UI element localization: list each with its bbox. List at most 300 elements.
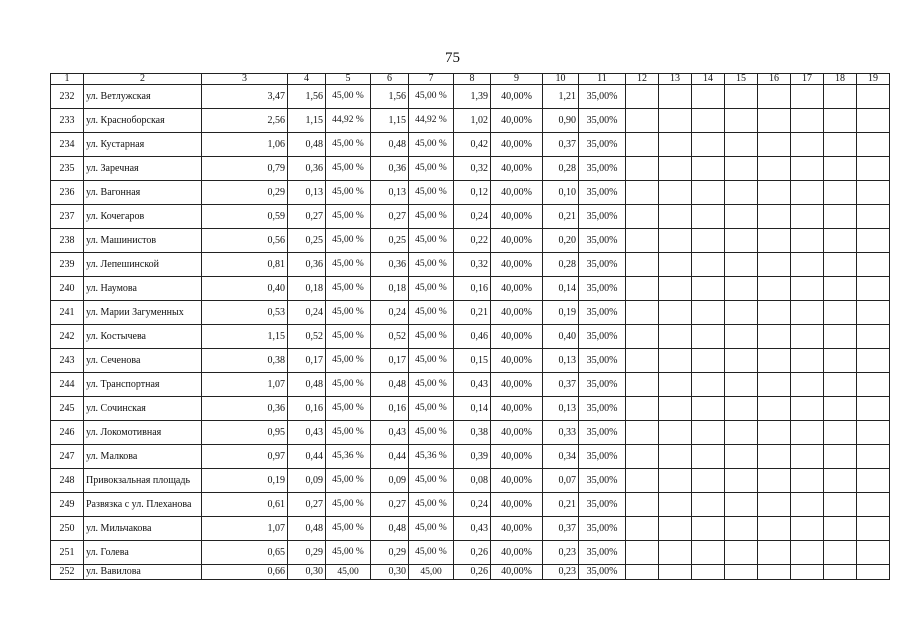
table-cell: 0,27 bbox=[371, 493, 409, 517]
empty-cell bbox=[791, 349, 824, 373]
row-number: 236 bbox=[51, 181, 84, 205]
empty-cell bbox=[824, 325, 857, 349]
empty-cell bbox=[692, 301, 725, 325]
empty-cell bbox=[692, 493, 725, 517]
empty-cell bbox=[725, 157, 758, 181]
table-cell: 45,00 % bbox=[409, 373, 454, 397]
empty-cell bbox=[791, 421, 824, 445]
column-header: 5 bbox=[326, 74, 371, 85]
empty-cell bbox=[857, 469, 890, 493]
table-cell: 44,92 % bbox=[409, 109, 454, 133]
empty-cell bbox=[758, 565, 791, 580]
table-cell: 0,97 bbox=[202, 445, 288, 469]
empty-cell bbox=[791, 445, 824, 469]
empty-cell bbox=[725, 421, 758, 445]
empty-cell bbox=[659, 301, 692, 325]
empty-cell bbox=[791, 397, 824, 421]
table-cell: 0,17 bbox=[288, 349, 326, 373]
empty-cell bbox=[659, 133, 692, 157]
empty-cell bbox=[692, 445, 725, 469]
table-cell: 45,00 % bbox=[326, 205, 371, 229]
empty-cell bbox=[659, 157, 692, 181]
table-cell: 0,66 bbox=[202, 565, 288, 580]
table-row bbox=[51, 277, 890, 301]
row-number: 243 bbox=[51, 349, 84, 373]
empty-cell bbox=[791, 205, 824, 229]
empty-cell bbox=[824, 301, 857, 325]
empty-cell bbox=[692, 469, 725, 493]
table-cell: 0,43 bbox=[454, 373, 491, 397]
table-cell: 0,61 bbox=[202, 493, 288, 517]
table-cell: 0,13 bbox=[543, 397, 579, 421]
table-cell: 0,27 bbox=[288, 493, 326, 517]
table-cell: 40,00% bbox=[491, 493, 543, 517]
empty-cell bbox=[758, 85, 791, 109]
row-number: 248 bbox=[51, 469, 84, 493]
empty-cell bbox=[692, 421, 725, 445]
street-name: ул. Машинистов bbox=[84, 229, 202, 253]
empty-cell bbox=[626, 565, 659, 580]
table-cell: 0,53 bbox=[202, 301, 288, 325]
empty-cell bbox=[758, 517, 791, 541]
empty-cell bbox=[857, 325, 890, 349]
empty-cell bbox=[725, 109, 758, 133]
empty-cell bbox=[659, 229, 692, 253]
empty-cell bbox=[659, 493, 692, 517]
column-header: 11 bbox=[579, 74, 626, 85]
street-name: ул. Кочегаров bbox=[84, 205, 202, 229]
table-cell: 40,00% bbox=[491, 325, 543, 349]
table-cell: 0,07 bbox=[543, 469, 579, 493]
table-cell: 0,36 bbox=[371, 253, 409, 277]
table-cell: 35,00% bbox=[579, 109, 626, 133]
row-number: 246 bbox=[51, 421, 84, 445]
empty-cell bbox=[659, 397, 692, 421]
table-cell: 0,48 bbox=[371, 133, 409, 157]
empty-cell bbox=[857, 229, 890, 253]
table-cell: 0,24 bbox=[454, 205, 491, 229]
empty-cell bbox=[725, 493, 758, 517]
table-cell: 0,46 bbox=[454, 325, 491, 349]
empty-cell bbox=[725, 229, 758, 253]
table-cell: 0,40 bbox=[543, 325, 579, 349]
table-cell: 45,00 % bbox=[409, 325, 454, 349]
empty-cell bbox=[758, 445, 791, 469]
empty-cell bbox=[791, 253, 824, 277]
street-name: ул. Лепешинской bbox=[84, 253, 202, 277]
column-header: 6 bbox=[371, 74, 409, 85]
empty-cell bbox=[824, 109, 857, 133]
table-cell: 0,13 bbox=[288, 181, 326, 205]
table-cell: 0,28 bbox=[543, 253, 579, 277]
table-cell: 40,00% bbox=[491, 157, 543, 181]
row-number: 247 bbox=[51, 445, 84, 469]
empty-cell bbox=[626, 205, 659, 229]
table-cell: 45,00 % bbox=[326, 517, 371, 541]
empty-cell bbox=[758, 205, 791, 229]
table-row bbox=[51, 325, 890, 349]
table-cell: 0,39 bbox=[454, 445, 491, 469]
street-name: ул. Вагонная bbox=[84, 181, 202, 205]
table-cell: 45,00 % bbox=[409, 157, 454, 181]
column-header: 4 bbox=[288, 74, 326, 85]
table-row bbox=[51, 157, 890, 181]
table-cell: 0,23 bbox=[543, 565, 579, 580]
table-row bbox=[51, 445, 890, 469]
table-cell: 45,00 % bbox=[326, 469, 371, 493]
empty-cell bbox=[824, 397, 857, 421]
row-number: 241 bbox=[51, 301, 84, 325]
empty-cell bbox=[725, 277, 758, 301]
empty-cell bbox=[626, 517, 659, 541]
table-cell: 0,30 bbox=[288, 565, 326, 580]
row-number: 242 bbox=[51, 325, 84, 349]
empty-cell bbox=[758, 157, 791, 181]
empty-cell bbox=[857, 133, 890, 157]
table-cell: 40,00% bbox=[491, 397, 543, 421]
empty-cell bbox=[857, 85, 890, 109]
empty-cell bbox=[791, 109, 824, 133]
empty-cell bbox=[758, 541, 791, 565]
column-header: 13 bbox=[659, 74, 692, 85]
table-row bbox=[51, 421, 890, 445]
table-cell: 0,16 bbox=[454, 277, 491, 301]
table-cell: 0,59 bbox=[202, 205, 288, 229]
table-cell: 40,00% bbox=[491, 301, 543, 325]
empty-cell bbox=[824, 421, 857, 445]
table-cell: 45,00 % bbox=[409, 397, 454, 421]
empty-cell bbox=[659, 253, 692, 277]
empty-cell bbox=[857, 541, 890, 565]
table-row bbox=[51, 181, 890, 205]
empty-cell bbox=[824, 493, 857, 517]
empty-cell bbox=[857, 301, 890, 325]
empty-cell bbox=[725, 541, 758, 565]
table-cell: 35,00% bbox=[579, 277, 626, 301]
table-cell: 45,00 % bbox=[409, 229, 454, 253]
street-name: ул. Кустарная bbox=[84, 133, 202, 157]
table-cell: 35,00% bbox=[579, 181, 626, 205]
table-cell: 0,81 bbox=[202, 253, 288, 277]
table-cell: 0,24 bbox=[454, 493, 491, 517]
column-header: 17 bbox=[791, 74, 824, 85]
table-cell: 35,00% bbox=[579, 133, 626, 157]
table-cell: 45,00 % bbox=[409, 469, 454, 493]
table-cell: 0,09 bbox=[288, 469, 326, 493]
row-number: 239 bbox=[51, 253, 84, 277]
table-cell: 0,27 bbox=[371, 205, 409, 229]
table-cell: 0,18 bbox=[288, 277, 326, 301]
empty-cell bbox=[857, 565, 890, 580]
table-row bbox=[51, 349, 890, 373]
table-cell: 0,22 bbox=[454, 229, 491, 253]
table-cell: 45,00 bbox=[409, 565, 454, 580]
table-cell: 0,19 bbox=[543, 301, 579, 325]
table-cell: 0,43 bbox=[288, 421, 326, 445]
table-cell: 45,00 % bbox=[409, 253, 454, 277]
table-cell: 0,25 bbox=[371, 229, 409, 253]
column-header: 1 bbox=[51, 74, 84, 85]
empty-cell bbox=[725, 373, 758, 397]
table-cell: 0,56 bbox=[202, 229, 288, 253]
empty-cell bbox=[857, 421, 890, 445]
table-cell: 45,00 % bbox=[409, 85, 454, 109]
table-cell: 45,00 % bbox=[409, 421, 454, 445]
page-number: 75 bbox=[445, 50, 460, 66]
row-number: 240 bbox=[51, 277, 84, 301]
row-number: 250 bbox=[51, 517, 84, 541]
empty-cell bbox=[791, 157, 824, 181]
street-name: Привокзальная площадь bbox=[84, 469, 202, 493]
empty-cell bbox=[626, 445, 659, 469]
table-cell: 1,15 bbox=[202, 325, 288, 349]
table-cell: 0,36 bbox=[202, 397, 288, 421]
table-cell: 45,00 % bbox=[326, 253, 371, 277]
empty-cell bbox=[824, 349, 857, 373]
table-cell: 45,00 % bbox=[326, 493, 371, 517]
column-header: 14 bbox=[692, 74, 725, 85]
empty-cell bbox=[692, 349, 725, 373]
table-cell: 45,00 % bbox=[409, 133, 454, 157]
table-cell: 35,00% bbox=[579, 517, 626, 541]
empty-cell bbox=[692, 373, 725, 397]
table-cell: 40,00% bbox=[491, 349, 543, 373]
empty-cell bbox=[791, 541, 824, 565]
empty-cell bbox=[857, 349, 890, 373]
street-name: Развязка с ул. Плеханова bbox=[84, 493, 202, 517]
empty-cell bbox=[824, 541, 857, 565]
table-cell: 3,47 bbox=[202, 85, 288, 109]
table-cell: 1,06 bbox=[202, 133, 288, 157]
empty-cell bbox=[692, 397, 725, 421]
table-cell: 0,36 bbox=[371, 157, 409, 181]
table-cell: 40,00% bbox=[491, 373, 543, 397]
empty-cell bbox=[758, 397, 791, 421]
empty-cell bbox=[791, 469, 824, 493]
table-cell: 0,90 bbox=[543, 109, 579, 133]
empty-cell bbox=[659, 205, 692, 229]
table-cell: 1,39 bbox=[454, 85, 491, 109]
table-cell: 45,00 % bbox=[409, 493, 454, 517]
empty-cell bbox=[857, 493, 890, 517]
table-cell: 1,56 bbox=[288, 85, 326, 109]
table-cell: 35,00% bbox=[579, 253, 626, 277]
table-cell: 0,79 bbox=[202, 157, 288, 181]
table-cell: 45,00 % bbox=[326, 85, 371, 109]
row-number: 237 bbox=[51, 205, 84, 229]
street-name: ул. Мильчакова bbox=[84, 517, 202, 541]
table-cell: 35,00% bbox=[579, 325, 626, 349]
empty-cell bbox=[725, 133, 758, 157]
table-cell: 0,44 bbox=[371, 445, 409, 469]
column-header: 15 bbox=[725, 74, 758, 85]
empty-cell bbox=[791, 229, 824, 253]
empty-cell bbox=[824, 181, 857, 205]
empty-cell bbox=[857, 109, 890, 133]
column-header: 2 bbox=[84, 74, 202, 85]
empty-cell bbox=[824, 445, 857, 469]
table-cell: 0,52 bbox=[288, 325, 326, 349]
street-name: ул. Марии Загуменных bbox=[84, 301, 202, 325]
empty-cell bbox=[824, 205, 857, 229]
table-cell: 45,00 % bbox=[326, 181, 371, 205]
empty-cell bbox=[692, 325, 725, 349]
table-cell: 40,00% bbox=[491, 229, 543, 253]
table-cell: 0,25 bbox=[288, 229, 326, 253]
empty-cell bbox=[824, 373, 857, 397]
table-cell: 45,00 % bbox=[326, 397, 371, 421]
empty-cell bbox=[626, 229, 659, 253]
table-cell: 35,00% bbox=[579, 229, 626, 253]
empty-cell bbox=[626, 541, 659, 565]
table-cell: 45,00 % bbox=[326, 373, 371, 397]
table-cell: 0,36 bbox=[288, 253, 326, 277]
row-number: 251 bbox=[51, 541, 84, 565]
column-header: 19 bbox=[857, 74, 890, 85]
table-cell: 0,34 bbox=[543, 445, 579, 469]
table-cell: 0,30 bbox=[371, 565, 409, 580]
table-cell: 0,14 bbox=[543, 277, 579, 301]
table-cell: 0,21 bbox=[543, 493, 579, 517]
table-cell: 45,00 % bbox=[326, 301, 371, 325]
empty-cell bbox=[626, 469, 659, 493]
empty-cell bbox=[692, 181, 725, 205]
empty-cell bbox=[659, 277, 692, 301]
table-cell: 0,13 bbox=[543, 349, 579, 373]
empty-cell bbox=[824, 229, 857, 253]
empty-cell bbox=[626, 157, 659, 181]
empty-cell bbox=[659, 445, 692, 469]
empty-cell bbox=[659, 421, 692, 445]
empty-cell bbox=[824, 469, 857, 493]
column-header: 10 bbox=[543, 74, 579, 85]
empty-cell bbox=[692, 253, 725, 277]
empty-cell bbox=[725, 253, 758, 277]
table-cell: 0,13 bbox=[371, 181, 409, 205]
row-number: 234 bbox=[51, 133, 84, 157]
empty-cell bbox=[725, 349, 758, 373]
empty-cell bbox=[857, 445, 890, 469]
empty-cell bbox=[626, 109, 659, 133]
table-cell: 2,56 bbox=[202, 109, 288, 133]
empty-cell bbox=[725, 469, 758, 493]
street-name: ул. Малкова bbox=[84, 445, 202, 469]
table-cell: 0,40 bbox=[202, 277, 288, 301]
table-cell: 35,00% bbox=[579, 205, 626, 229]
table-cell: 0,18 bbox=[371, 277, 409, 301]
empty-cell bbox=[857, 253, 890, 277]
table-row bbox=[51, 397, 890, 421]
table-cell: 35,00% bbox=[579, 421, 626, 445]
empty-cell bbox=[791, 277, 824, 301]
empty-cell bbox=[791, 301, 824, 325]
empty-cell bbox=[692, 133, 725, 157]
row-number: 252 bbox=[51, 565, 84, 580]
table-row bbox=[51, 85, 890, 109]
table-row bbox=[51, 541, 890, 565]
table-cell: 45,00 bbox=[326, 565, 371, 580]
empty-cell bbox=[824, 253, 857, 277]
table-cell: 0,19 bbox=[202, 469, 288, 493]
table-cell: 0,29 bbox=[288, 541, 326, 565]
table-cell: 45,00 % bbox=[326, 421, 371, 445]
empty-cell bbox=[659, 565, 692, 580]
table-cell: 0,48 bbox=[288, 517, 326, 541]
column-header: 12 bbox=[626, 74, 659, 85]
column-header: 18 bbox=[824, 74, 857, 85]
empty-cell bbox=[791, 325, 824, 349]
empty-cell bbox=[626, 373, 659, 397]
empty-cell bbox=[626, 325, 659, 349]
empty-cell bbox=[692, 277, 725, 301]
street-name: ул. Красноборская bbox=[84, 109, 202, 133]
table-cell: 40,00% bbox=[491, 469, 543, 493]
empty-cell bbox=[725, 445, 758, 469]
table-cell: 44,92 % bbox=[326, 109, 371, 133]
table-cell: 45,00 % bbox=[326, 157, 371, 181]
street-name: ул. Голева bbox=[84, 541, 202, 565]
table-cell: 40,00% bbox=[491, 85, 543, 109]
empty-cell bbox=[725, 205, 758, 229]
table-cell: 0,29 bbox=[202, 181, 288, 205]
empty-cell bbox=[758, 253, 791, 277]
table-cell: 40,00% bbox=[491, 133, 543, 157]
table-cell: 0,28 bbox=[543, 157, 579, 181]
empty-cell bbox=[824, 133, 857, 157]
empty-cell bbox=[692, 157, 725, 181]
table-cell: 45,00 % bbox=[409, 349, 454, 373]
column-header: 16 bbox=[758, 74, 791, 85]
row-number: 233 bbox=[51, 109, 84, 133]
table-cell: 1,02 bbox=[454, 109, 491, 133]
table-cell: 0,23 bbox=[543, 541, 579, 565]
table-cell: 0,09 bbox=[371, 469, 409, 493]
table-cell: 0,42 bbox=[454, 133, 491, 157]
empty-cell bbox=[758, 301, 791, 325]
table-cell: 45,00 % bbox=[409, 277, 454, 301]
row-number: 244 bbox=[51, 373, 84, 397]
table-row bbox=[51, 517, 890, 541]
table-cell: 45,00 % bbox=[326, 541, 371, 565]
street-name: ул. Заречная bbox=[84, 157, 202, 181]
empty-cell bbox=[659, 373, 692, 397]
table-cell: 45,00 % bbox=[326, 277, 371, 301]
table-cell: 0,38 bbox=[202, 349, 288, 373]
table-cell: 0,48 bbox=[371, 517, 409, 541]
table-cell: 35,00% bbox=[579, 301, 626, 325]
table-cell: 40,00% bbox=[491, 253, 543, 277]
empty-cell bbox=[725, 85, 758, 109]
empty-cell bbox=[692, 229, 725, 253]
table-row bbox=[51, 109, 890, 133]
table-cell: 0,12 bbox=[454, 181, 491, 205]
table-cell: 0,10 bbox=[543, 181, 579, 205]
table-row bbox=[51, 229, 890, 253]
street-name: ул. Костычева bbox=[84, 325, 202, 349]
table-cell: 35,00% bbox=[579, 373, 626, 397]
empty-cell bbox=[626, 253, 659, 277]
empty-cell bbox=[626, 421, 659, 445]
table-cell: 40,00% bbox=[491, 421, 543, 445]
table-row bbox=[51, 133, 890, 157]
empty-cell bbox=[659, 469, 692, 493]
table-row bbox=[51, 469, 890, 493]
empty-cell bbox=[725, 565, 758, 580]
table-cell: 45,00 % bbox=[409, 205, 454, 229]
empty-cell bbox=[758, 109, 791, 133]
street-name: ул. Ветлужская bbox=[84, 85, 202, 109]
data-table bbox=[50, 73, 890, 580]
